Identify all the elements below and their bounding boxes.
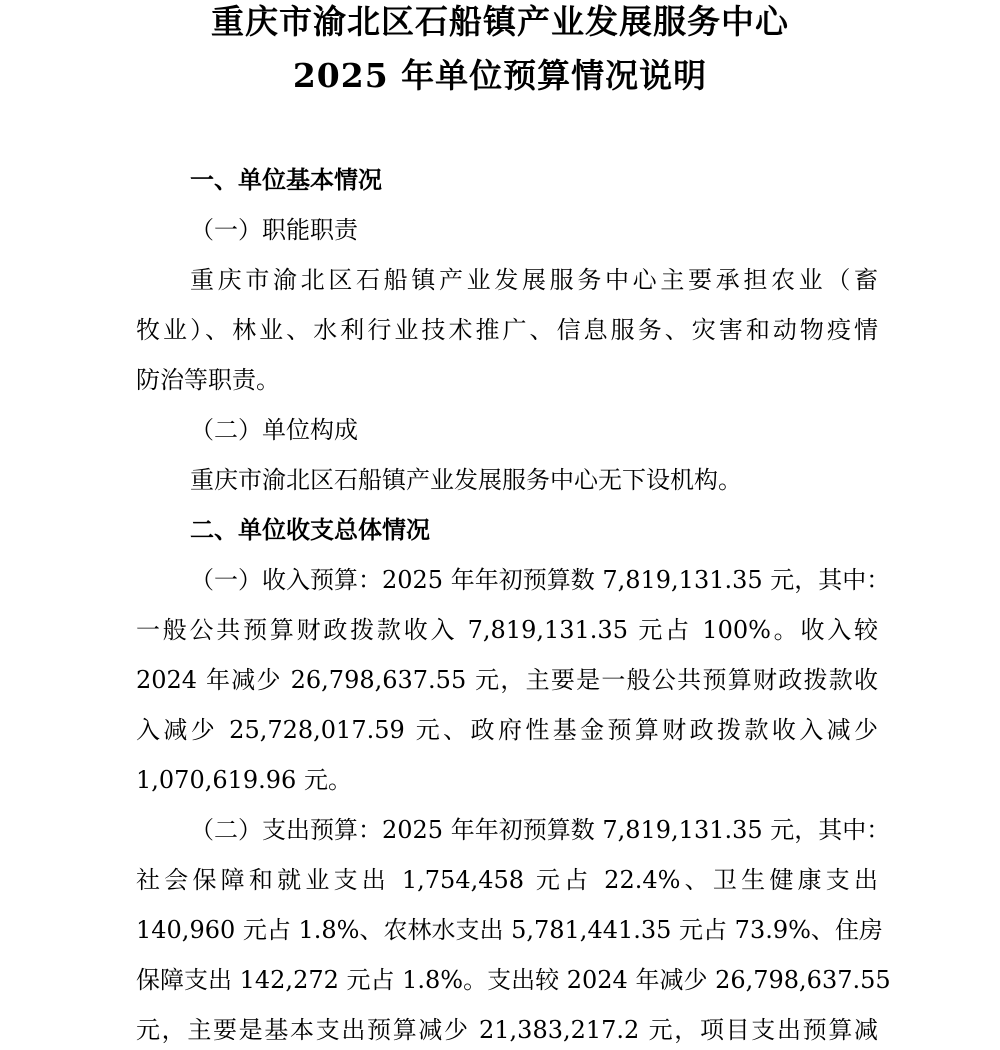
paragraph-line: 2024 年减少 26,798,637.55 元，主要是一般公共预算财政拨款收 — [136, 666, 878, 694]
paragraph-line: 重庆市渝北区石船镇产业发展服务中心无下设机构。 — [190, 466, 742, 494]
subsection-heading-composition: （二）单位构成 — [190, 416, 358, 444]
paragraph-line: 社会保障和就业支出 1,754,458 元占 22.4%、卫生健康支出 — [136, 866, 878, 894]
paragraph-line: 牧业）、林业、水利行业技术推广、信息服务、灾害和动物疫情 — [136, 316, 878, 344]
paragraph-line: 1,070,619.96 元。 — [136, 766, 352, 794]
section-heading-basic-info: 一、单位基本情况 — [190, 165, 382, 194]
paragraph-line: 防治等职责。 — [136, 366, 280, 394]
paragraph-line: （二）支出预算：2025 年年初预算数 7,819,131.35 元，其中： — [190, 816, 891, 844]
document-title-line-1: 重庆市渝北区石船镇产业发展服务中心 — [211, 2, 789, 41]
subsection-heading-functions: （一）职能职责 — [190, 216, 358, 244]
paragraph-line: 保障支出 142,272 元占 1.8%。支出较 2024 年减少 26,798,637.55 — [136, 966, 891, 994]
paragraph-line: 入减少 25,728,017.59 元、政府性基金预算财政拨款收入减少 — [136, 716, 878, 744]
paragraph-line: （一）收入预算：2025 年年初预算数 7,819,131.35 元，其中： — [190, 566, 891, 594]
document-title-line-2: 2025 年单位预算情况说明 — [292, 56, 708, 95]
paragraph-line: 140,960 元占 1.8%、农林水支出 5,781,441.35 元占 73.9%、住房 — [136, 916, 883, 944]
paragraph-line: 元，主要是基本支出预算减少 21,383,217.2 元，项目支出预算减 — [136, 1016, 878, 1044]
paragraph-line: 重庆市渝北区石船镇产业发展服务中心主要承担农业（畜 — [190, 266, 878, 294]
section-heading-budget-overview: 二、单位收支总体情况 — [190, 515, 430, 544]
paragraph-line: 一般公共预算财政拨款收入 7,819,131.35 元占 100%。收入较 — [136, 616, 878, 644]
